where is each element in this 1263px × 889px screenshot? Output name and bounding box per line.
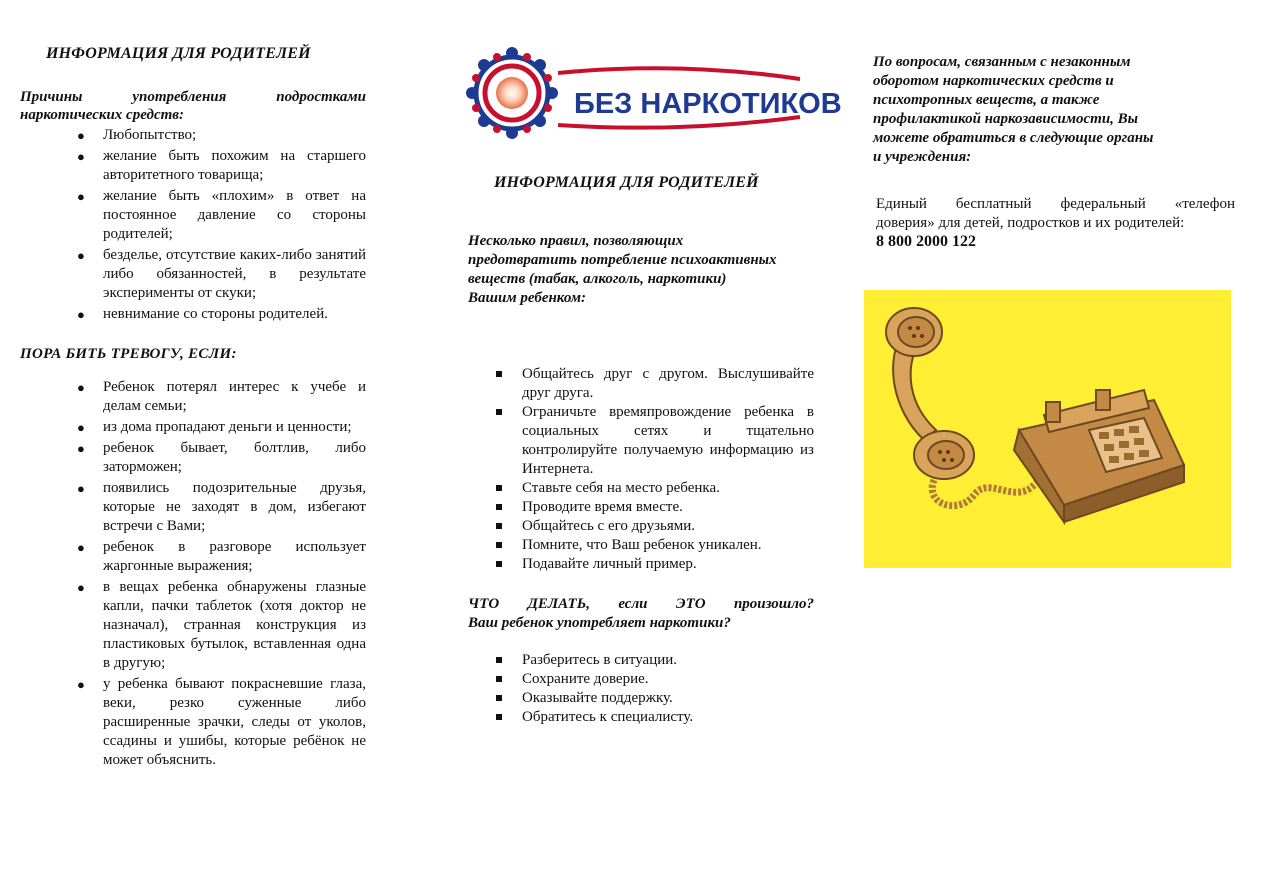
bullet-icon: ● [77,580,85,595]
list-item [77,246,366,303]
list-item [522,670,814,689]
square-bullet-icon [496,485,502,491]
steps-list [522,651,814,727]
list-item-text: желание быть «плохим» в ответ на постоянное давление со стороны родителей; [103,188,366,242]
contacts-intro-line: По вопросам, связанным с незаконным [873,54,1131,70]
logo-emblem-icon [460,45,842,145]
list-item [522,555,814,574]
list-item-text: Обратитесь к специалисту. [522,709,694,725]
rules-intro-line: Несколько правил, позволяющих [468,233,684,249]
rules-intro-line: предотвратить потребление психоактивных [468,252,777,268]
list-item [522,517,814,536]
contacts-intro-line: психотропных веществ, а также [873,92,1100,108]
causes-intro-line1: Причины употребления подростками [20,89,366,105]
bullet-icon: ● [77,307,85,322]
list-item [77,147,366,185]
list-item-text: Ставьте себя на место ребенка. [522,480,720,496]
list-item-text: Общайтесь с его друзьями. [522,518,695,534]
contacts-intro-line: профилактикой наркозависимости, Вы [873,111,1139,127]
bullet-icon: ● [77,677,85,692]
list-item [77,479,366,536]
list-item [77,418,366,437]
square-bullet-icon [496,714,502,720]
list-item-text: Разберитесь в ситуации. [522,652,678,668]
bullet-icon: ● [77,441,85,456]
square-bullet-icon [496,695,502,701]
list-item [522,536,814,555]
list-item-text: безделье, отсутствие каких-либо занятий либо обязанностей, в результате эксперименты от скуки; [103,247,366,301]
telephone-illustration [864,290,1231,568]
hotline-number: 8 800 2000 122 [876,233,976,250]
list-item-text: Ограничьте времяпровождение ребенка в социальных сетях и тщательно контролируйте получаемую информацию из Интернета. [522,404,814,477]
list-item [522,498,814,517]
alarm-title: ПОРА БИТЬ ТРЕВОГУ, ЕСЛИ: [20,346,237,362]
bullet-icon: ● [77,540,85,555]
rules-intro [468,232,814,308]
list-item [522,708,814,727]
contacts-intro-line: оборотом наркотических средств и [873,73,1114,89]
what-to-do-line2: Ваш ребенок употребляет наркотики? [468,615,731,631]
column2-title: ИНФОРМАЦИЯ ДЛЯ РОДИТЕЛЕЙ [494,174,759,191]
list-item-text: у ребенка бывают покрасневшие глаза, веки, резко суженные либо расширенные зрачки, следы от уколов, ссадины и ушибы, которые ребёнок не может объяснить. [103,676,366,768]
list-item-text: невнимание со стороны родителей. [103,306,328,322]
list-item-text: в вещах ребенка обнаружены глазные капли, пачки таблеток (хотя доктор не назначал), странная конструкция из пластиковых бутылок, вставленная одна в другую; [103,579,366,671]
alarm-list [77,378,366,772]
list-item-text: Сохраните доверие. [522,671,649,687]
list-item-text: Проводите время вместе. [522,499,683,515]
list-item [522,479,814,498]
bullet-icon: ● [77,380,85,395]
hotline-line2: доверия» для детей, подростков и их родителей: [876,215,1185,231]
square-bullet-icon [496,409,502,415]
list-item [522,689,814,708]
list-item-text: ребенок в разговоре использует жаргонные выражения; [103,539,366,574]
list-item [77,126,366,145]
bullet-icon: ● [77,481,85,496]
square-bullet-icon [496,523,502,529]
list-item [77,578,366,673]
list-item [77,538,366,576]
list-item-text: ребенок бывает, болтлив, либо заторможен; [103,440,366,475]
contacts-intro [873,53,1193,167]
what-to-do-line1: ЧТО ДЕЛАТЬ, если ЭТО произошло? [468,596,814,612]
column1-title: ИНФОРМАЦИЯ ДЛЯ РОДИТЕЛЕЙ [46,45,311,62]
list-item-text: Любопытство; [103,127,197,143]
bullet-icon: ● [77,189,85,204]
causes-list [77,126,366,326]
list-item [77,305,366,324]
contacts-intro-line: и учреждения: [873,149,972,165]
list-item [77,378,366,416]
telephone-icon [864,290,1231,568]
what-to-do-title [468,595,814,633]
list-item-text: Подавайте личный пример. [522,556,697,572]
logo-text: БЕЗ НАРКОТИКОВ [574,88,842,120]
square-bullet-icon [496,504,502,510]
bullet-icon: ● [77,149,85,164]
rules-list [522,365,814,574]
list-item-text: Ребенок потерял интерес к учебе и делам семьи; [103,379,366,414]
list-item [77,187,366,244]
causes-intro [20,88,366,124]
list-item-text: из дома пропадают деньги и ценности; [103,419,352,435]
square-bullet-icon [496,371,502,377]
list-item [522,651,814,670]
list-item [522,403,814,479]
list-item-text: Общайтесь друг с другом. Выслушивайте друг друга. [522,366,814,401]
bullet-icon: ● [77,420,85,435]
bullet-icon: ● [77,128,85,143]
causes-intro-line2: наркотических средств: [20,107,184,123]
list-item-text: появились подозрительные друзья, которые не заходят в дом, избегают встречи с Вами; [103,480,366,534]
list-item-text: Оказывайте поддержку. [522,690,673,706]
list-item-text: желание быть похожим на старшего авторитетного товарища; [103,148,366,183]
hotline-description [876,195,1235,233]
list-item-text: Помните, что Ваш ребенок уникален. [522,537,762,553]
list-item [77,439,366,477]
square-bullet-icon [496,676,502,682]
square-bullet-icon [496,561,502,567]
logo [460,45,842,145]
square-bullet-icon [496,657,502,663]
contacts-intro-line: можете обратиться в следующие органы [873,130,1154,146]
bullet-icon: ● [77,248,85,263]
rules-intro-line: Вашим ребенком: [468,290,587,306]
list-item [77,675,366,770]
square-bullet-icon [496,542,502,548]
rules-intro-line: веществ (табак, алкоголь, наркотики) [468,271,727,287]
hotline-line1: Единый бесплатный федеральный «телефон [876,196,1235,212]
list-item [522,365,814,403]
